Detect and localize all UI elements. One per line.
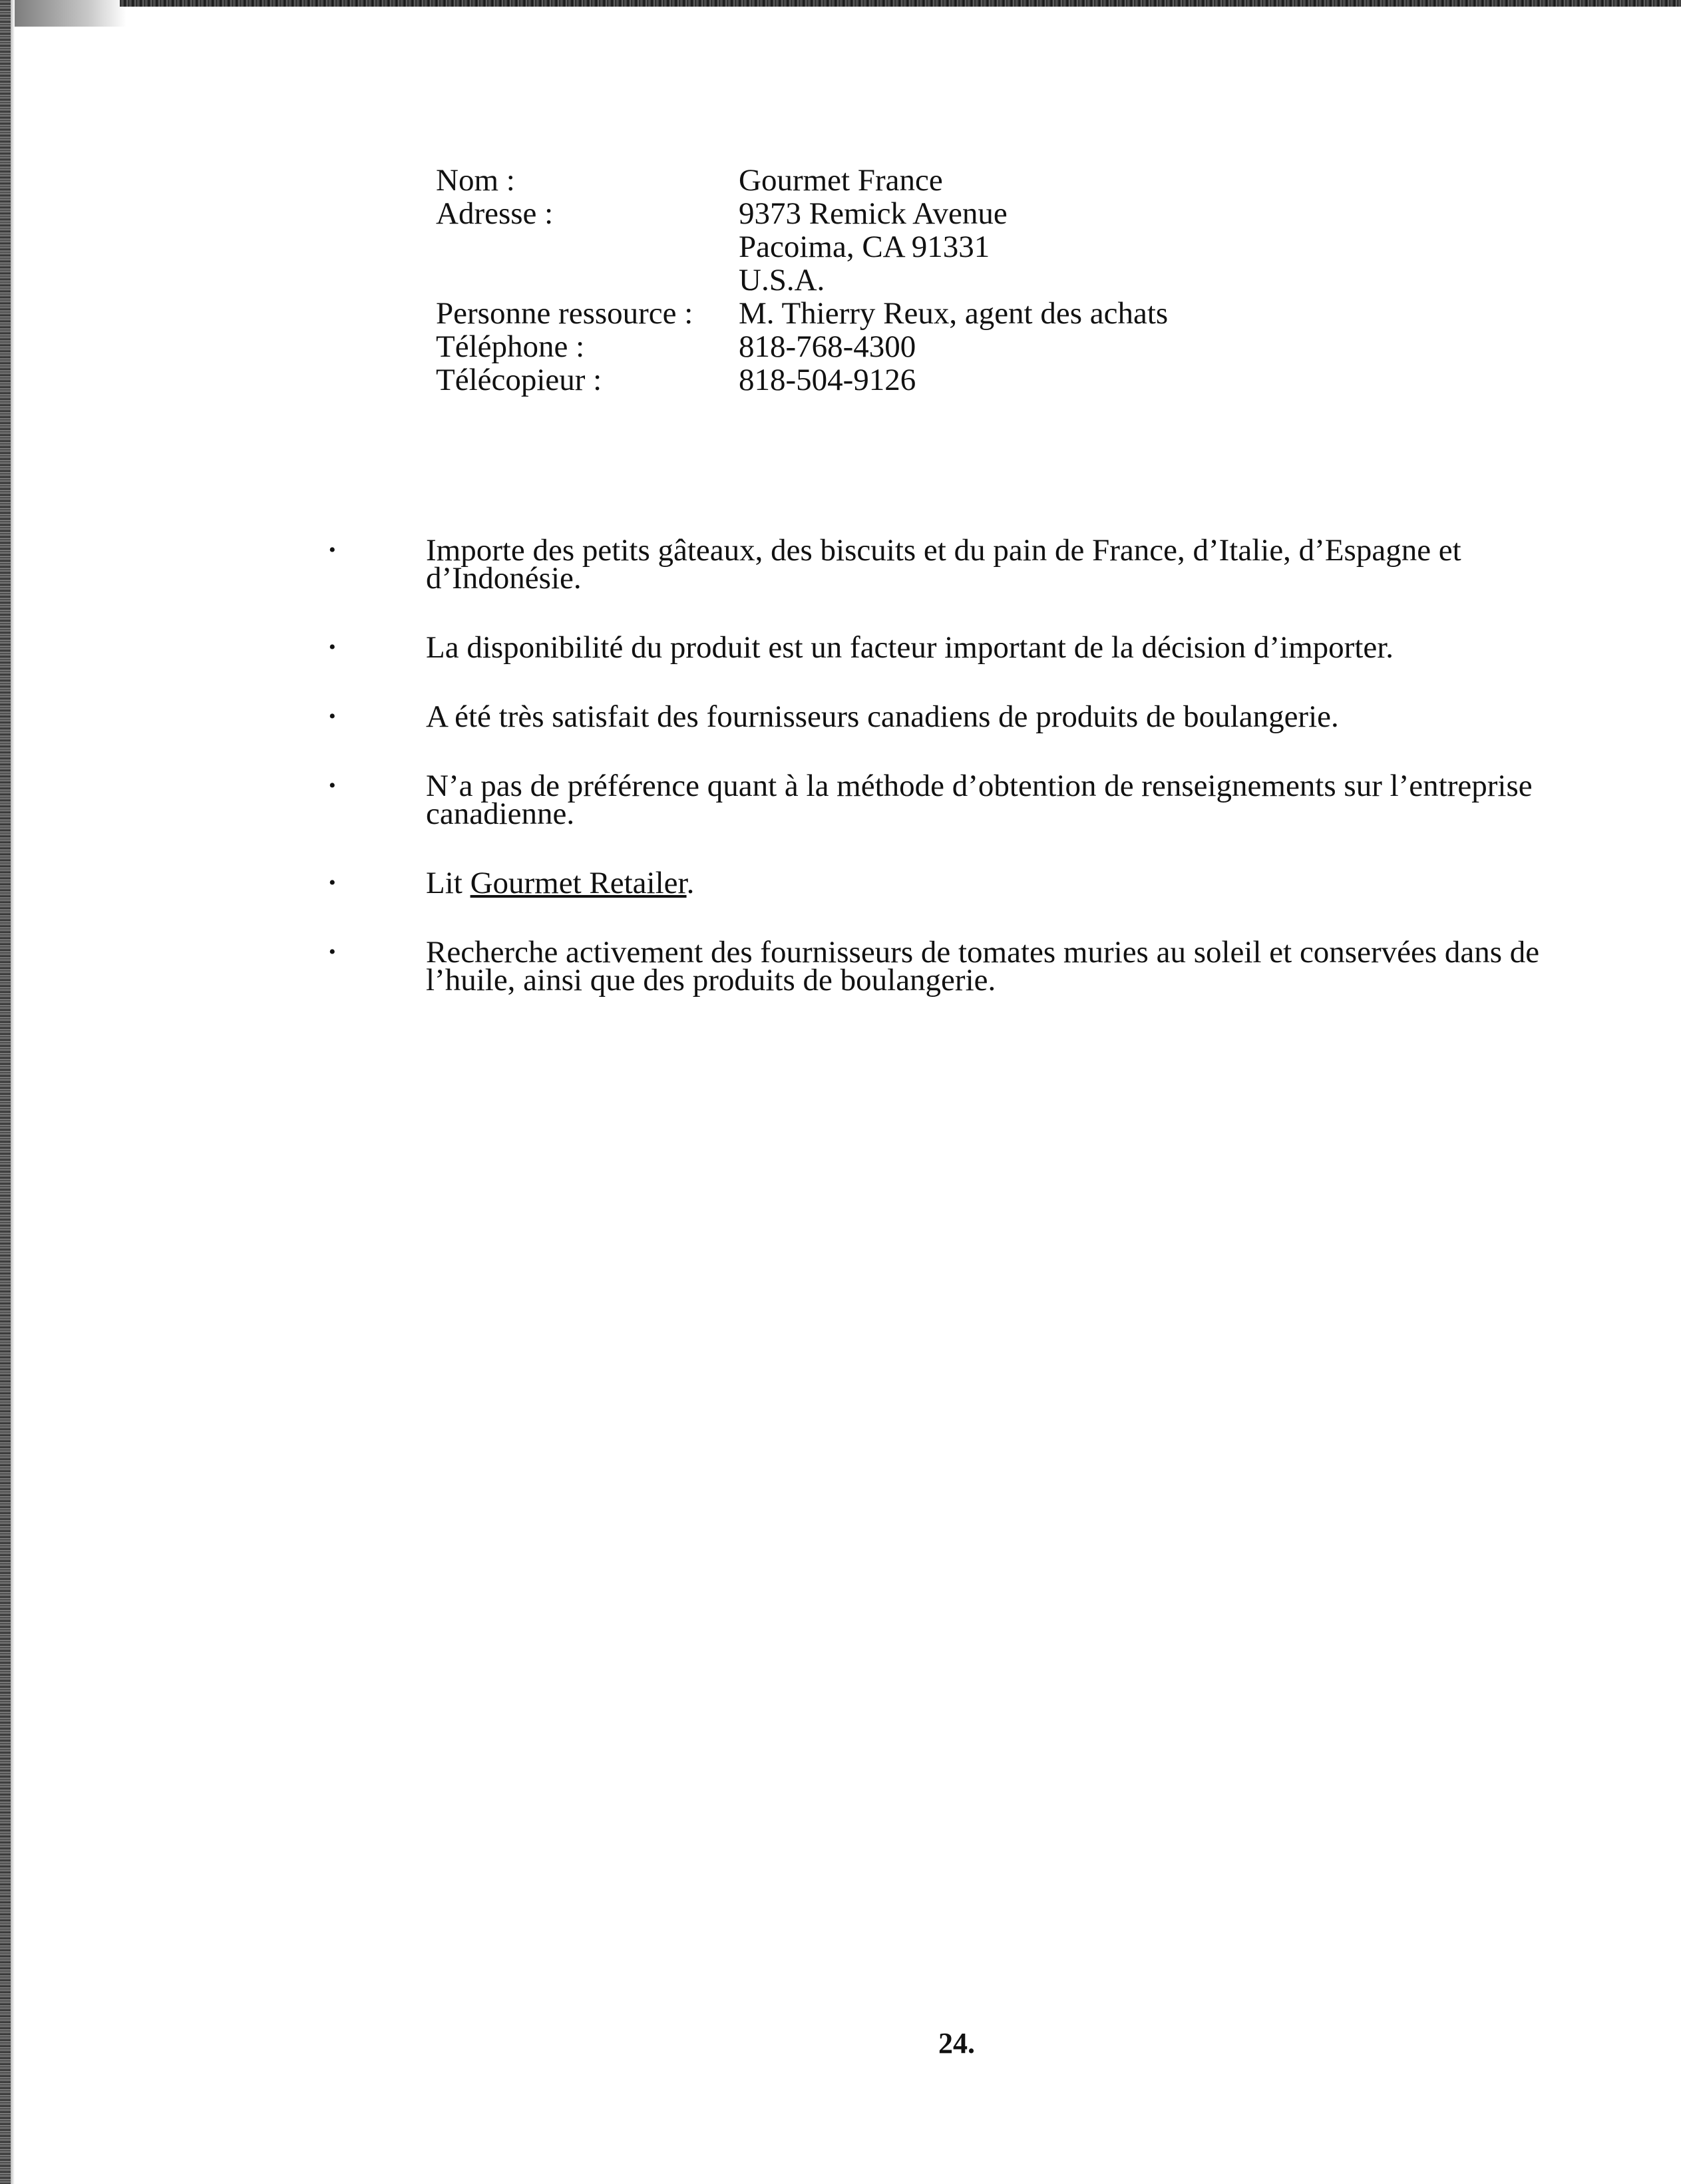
contact-row-nom [436, 164, 1301, 197]
bullet-line: d’Indonésie. [426, 561, 582, 596]
bullet-icon: • [329, 941, 336, 963]
bullet-line: canadienne. [426, 797, 575, 831]
scan-left-shadow [11, 0, 15, 2184]
contact-value [739, 197, 1008, 297]
contact-label: Télécopieur : [436, 363, 602, 397]
contact-row-adresse [436, 197, 1301, 297]
bullet-line: N’a pas de préférence quant à la méthode d’obtention de renseignements sur l’entreprise [426, 769, 1533, 803]
bullet-icon: • [329, 539, 336, 561]
bullet-line: A été très satisfait des fournisseurs canadiens de produits de boulangerie. [426, 699, 1339, 734]
bullet-prefix: Lit [426, 866, 470, 900]
list-item [326, 866, 1630, 900]
bullet-text [426, 866, 1630, 900]
address-country: U.S.A. [739, 263, 825, 297]
bullet-icon: • [329, 872, 336, 894]
list-item [326, 935, 1630, 998]
fax-number: 818-504-9126 [739, 363, 916, 397]
company-name: Gourmet France [739, 163, 943, 198]
list-item [326, 699, 1630, 734]
contact-row-telephone [436, 330, 1301, 363]
contact-value [739, 297, 1168, 330]
bullet-text [426, 699, 1630, 734]
phone-number: 818-768-4300 [739, 329, 916, 364]
bullet-list [326, 533, 1630, 998]
bullet-text [426, 630, 1630, 665]
contact-row-personne [436, 297, 1301, 330]
bullet-icon: • [329, 705, 336, 727]
list-item [326, 769, 1630, 831]
list-item [326, 533, 1630, 596]
contact-label: Nom : [436, 163, 515, 198]
bullet-line: l’huile, ainsi que des produits de boulangerie. [426, 963, 996, 998]
contact-person: M. Thierry Reux, agent des achats [739, 296, 1169, 331]
contact-label: Personne ressource : [436, 296, 693, 331]
bullet-icon: • [329, 636, 336, 658]
contact-info [436, 164, 1301, 397]
list-item [326, 630, 1630, 665]
address-city: Pacoima, CA 91331 [739, 230, 990, 264]
contact-label: Téléphone : [436, 329, 585, 364]
scan-left-edge [0, 0, 11, 2184]
bullet-text [426, 935, 1630, 998]
publication-title: Gourmet Retailer [470, 866, 687, 900]
scan-corner-artifact [0, 0, 126, 27]
bullet-line: La disponibilité du produit est un facteur important de la décision d’importer. [426, 630, 1394, 665]
page-number: 24. [938, 2027, 975, 2060]
bullet-text [426, 769, 1630, 831]
scan-top-edge [120, 0, 1681, 7]
address-street: 9373 Remick Avenue [739, 196, 1008, 231]
bullet-suffix: . [686, 866, 695, 900]
bullet-text [426, 533, 1630, 596]
contact-value [739, 164, 943, 197]
contact-value [739, 363, 916, 397]
bullet-icon: • [329, 775, 336, 797]
contact-row-telecopieur [436, 363, 1301, 397]
bullet-line: Importe des petits gâteaux, des biscuits et du pain de France, d’Italie, d’Espagne et [426, 533, 1461, 568]
contact-label: Adresse : [436, 196, 554, 231]
contact-value [739, 330, 916, 363]
bullet-line: Recherche activement des fournisseurs de tomates muries au soleil et conservées dans de [426, 935, 1540, 970]
